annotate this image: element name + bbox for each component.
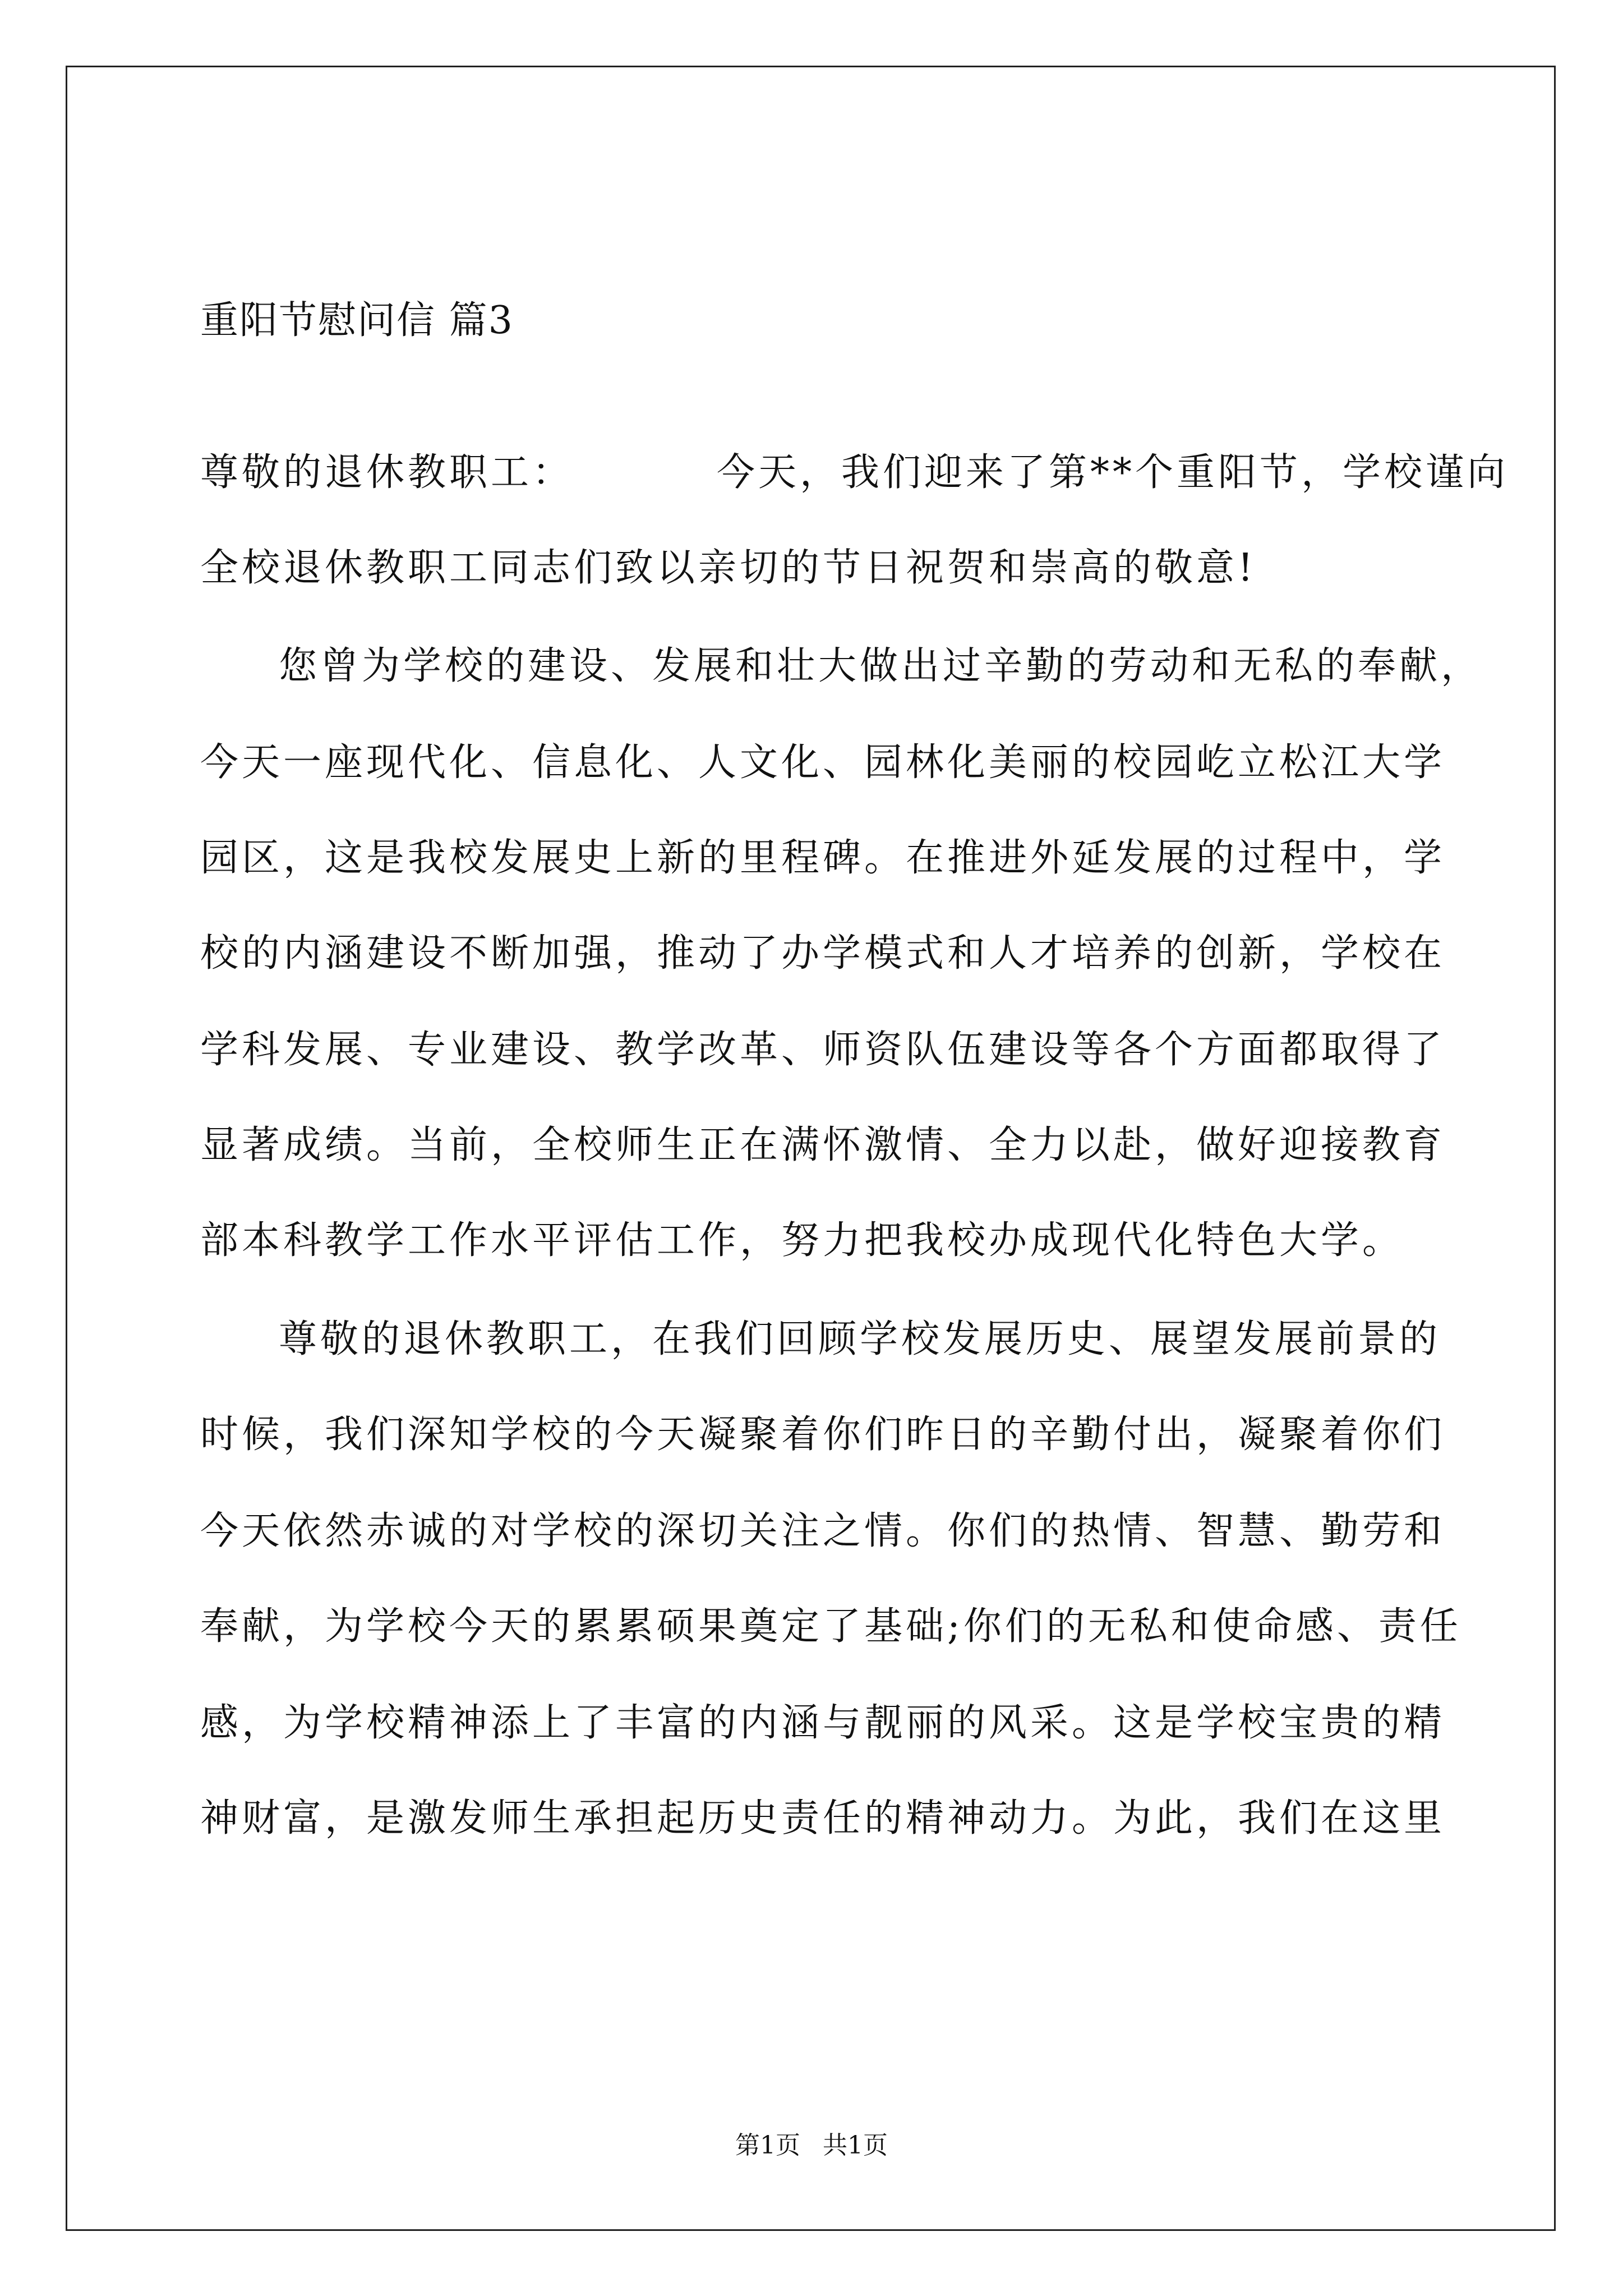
body-line: 神财富，是激发师生承担起历史责任的精神动力。为此，我们在这里 [200, 1796, 1446, 1841]
body-line: 时候，我们深知学校的今天凝聚着你们昨日的辛勤付出，凝聚着你们 [200, 1412, 1446, 1457]
salutation: 尊敬的退休教职工： [200, 450, 574, 495]
body-line: 尊敬的退休教职工，在我们回顾学校发展历史、展望发展前景的 [279, 1317, 1441, 1361]
body-line: 今天一座现代化、信息化、人文化、园林化美丽的校园屹立松江大学 [200, 740, 1446, 785]
page-number: 第1页 [735, 2131, 800, 2160]
body-line: 园区，这是我校发展史上新的里程碑。在推进外延发展的过程中，学 [200, 836, 1446, 880]
document-title: 重阳节慰问信 篇3 [200, 298, 514, 343]
body-line: 校的内涵建设不断加强，推动了办学模式和人才培养的创新，学校在 [200, 931, 1446, 976]
body-line: 您曾为学校的建设、发展和壮大做出过辛勤的劳动和无私的奉献， [279, 644, 1483, 688]
body-line: 今天，我们迎来了第**个重阳节，学校谨向 [717, 450, 1509, 495]
body-line: 感，为学校精神添上了丰富的内涵与靓丽的风采。这是学校宝贵的精 [200, 1701, 1446, 1745]
body-line: 奉献，为学校今天的累累硕果奠定了基础;你们的无私和使命感、责任 [200, 1604, 1461, 1649]
body-line: 部本科教学工作水平评估工作，努力把我校办成现代化特色大学。 [200, 1218, 1404, 1263]
page-footer [0, 2129, 1623, 2162]
body-line: 今天依然赤诚的对学校的深切关注之情。你们的热情、智慧、勤劳和 [200, 1509, 1446, 1553]
page-total: 共1页 [823, 2131, 888, 2160]
salutation-line [200, 445, 1509, 501]
body-line: 全校退休教职工同志们致以亲切的节日祝贺和崇高的敬意! [200, 546, 1257, 590]
body-line: 学科发展、专业建设、教学改革、师资队伍建设等各个方面都取得了 [200, 1028, 1446, 1072]
body-line: 显著成绩。当前，全校师生正在满怀激情、全力以赴，做好迎接教育 [200, 1123, 1446, 1167]
